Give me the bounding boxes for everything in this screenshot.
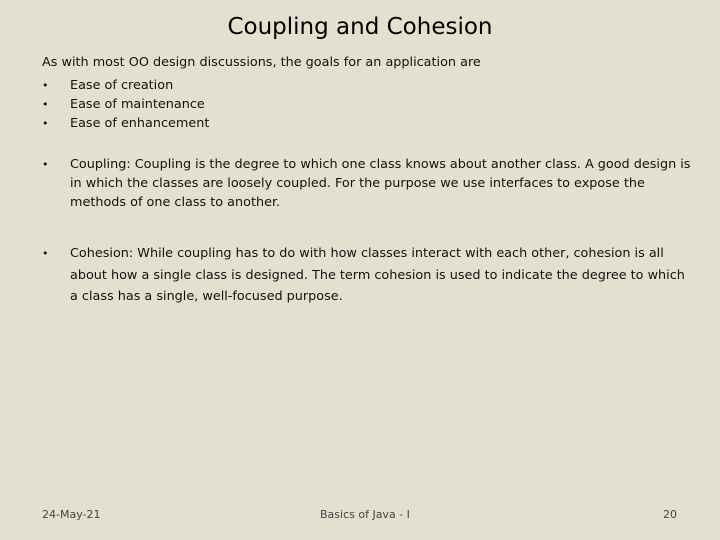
coupling-definition: : Coupling is the degree to which one class knows about another class. A good design is in which the classes are loosely coupled. For the purpose we use interfaces to expose the methods of one class to another. [70, 157, 691, 210]
page-number: 20 [663, 508, 677, 521]
intro-text: As with most OO design discussions, the goals for an application are [42, 55, 481, 70]
goal-text: Ease of maintenance [70, 97, 205, 112]
goal-text: Ease of enhancement [70, 116, 210, 131]
bullet-icon: • [42, 79, 49, 92]
cohesion-paragraph [42, 243, 692, 308]
bullet-icon: • [42, 98, 49, 111]
bullet-icon: • [42, 158, 49, 171]
slide-body [42, 53, 692, 308]
goals-list [42, 76, 692, 133]
footer-title: Basics of Java - I [320, 508, 410, 521]
coupling-term: Coupling [70, 157, 127, 172]
list-item [42, 114, 692, 133]
cohesion-term: Cohesion [70, 246, 129, 261]
footer-date: 24-May-21 [42, 508, 101, 521]
cohesion-definition: : While coupling has to do with how classes interact with each other, cohesion is all about how a single class is designed. The term cohesion is used to indicate the degree to which a class has a single, well-focused purpose. [70, 246, 685, 304]
bullet-icon: • [42, 117, 49, 130]
list-item [42, 95, 692, 114]
list-item [42, 76, 692, 95]
coupling-paragraph [42, 155, 692, 212]
goal-text: Ease of creation [70, 78, 174, 93]
slide-title: Coupling and Cohesion [227, 14, 493, 40]
bullet-icon: • [42, 247, 49, 260]
